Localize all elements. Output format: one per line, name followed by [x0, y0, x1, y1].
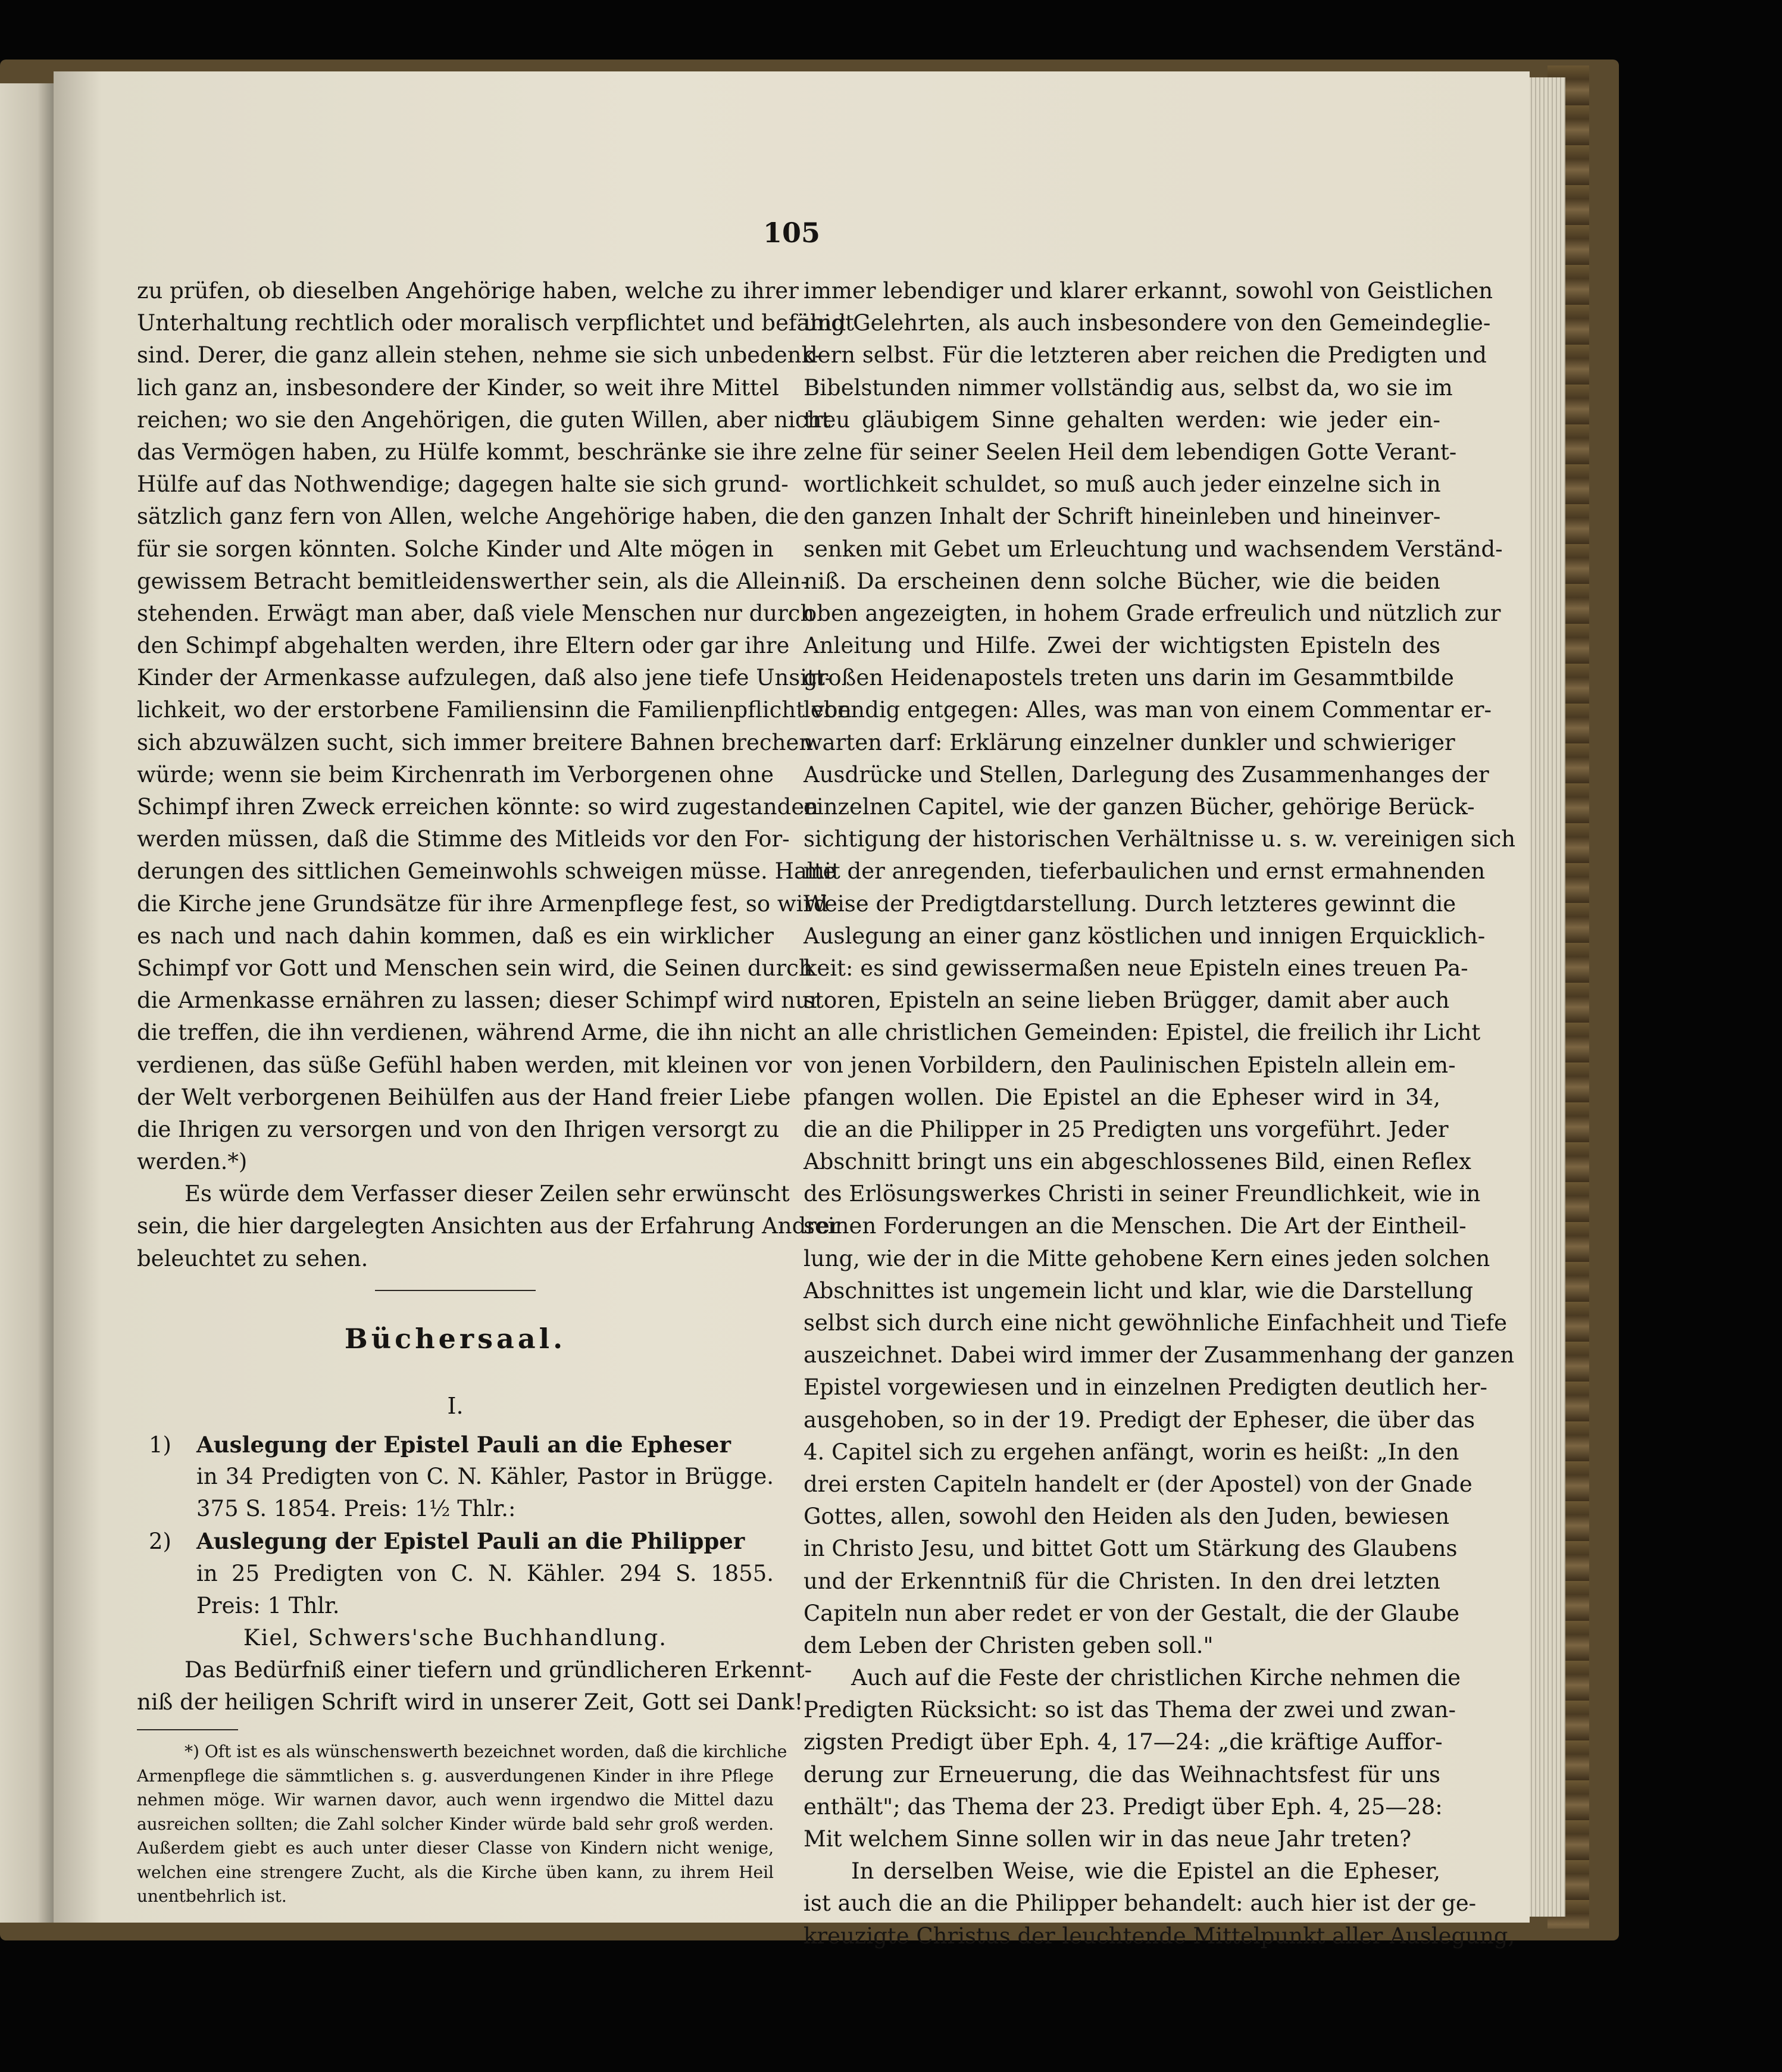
text-line: immer lebendiger und klarer erkannt, sowohl von Geistlichen [804, 278, 1493, 304]
text-line: Es würde dem Verfasser dieser Zeilen sehr erwünscht [185, 1181, 790, 1207]
section-divider [137, 1287, 774, 1294]
publisher: Kiel, Schwers'sche Buchhandlung. [243, 1624, 668, 1651]
text-line: Epistel vorgewiesen und in einzelnen Predigten deutlich her- [804, 1374, 1488, 1401]
text-line: Außerdem giebt es auch unter dieser Classe von Kindern nicht wenige, [137, 1838, 774, 1858]
text-line: treu gläubigem Sinne gehalten werden: wie jeder ein- [804, 407, 1440, 433]
left-paragraph-2 [137, 1178, 840, 1275]
text-line: sätzlich ganz fern von Allen, welche Angehörige haben, die [137, 504, 799, 530]
text-line: beleuchtet zu sehen. [137, 1245, 368, 1271]
text-line: Unterhaltung rechtlich oder moralisch verpflichtet und befähigt [137, 310, 854, 336]
book-title-line [149, 1525, 774, 1557]
right-paragraph-2 [804, 1662, 1461, 1855]
text-line: Kinder der Armenkasse aufzulegen, daß also jene tiefe Unsitt- [137, 665, 833, 691]
text-line: an alle christlichen Gemeinden: Epistel, die freilich ihr Licht [804, 1020, 1481, 1046]
text-line: derung zur Erneuerung, die das Weihnachtsfest für uns [804, 1761, 1440, 1787]
footnote [137, 1740, 787, 1909]
text-line: Abschnittes ist ungemein licht und klar, wie die Darstellung [804, 1277, 1474, 1304]
text-line: die Ihrigen zu versorgen und von den Ihrigen versorgt zu [137, 1116, 780, 1142]
text-line: die Kirche jene Grundsätze für ihre Armenpflege fest, so wird [137, 890, 828, 917]
text-line: Mit welchem Sinne sollen wir in das neue Jahr treten? [804, 1826, 1412, 1852]
text-line: die Armenkasse ernähren zu lassen; dieser Schimpf wird nur [137, 987, 820, 1014]
text-line: die treffen, die ihn verdienen, während Arme, die ihn nicht [137, 1020, 796, 1046]
text-line: Das Bedürfniß einer tiefern und gründlicheren Erkennt- [185, 1657, 812, 1683]
text-line: den Schimpf abgehalten werden, ihre Eltern oder gar ihre [137, 633, 790, 659]
text-line: lichkeit, wo der erstorbene Familiensinn die Familienpflicht von [137, 697, 852, 723]
text-line: einzelnen Capitel, wie der ganzen Bücher, gehörige Berück- [804, 794, 1475, 820]
text-line: unentbehrlich ist. [137, 1886, 287, 1907]
text-line: zu prüfen, ob dieselben Angehörige haben, welche zu ihrer [137, 278, 799, 304]
text-line: Abschnitt bringt uns ein abgeschlossenes Bild, einen Reflex [804, 1149, 1471, 1175]
text-line: werden.*) [137, 1149, 248, 1175]
text-line: lich ganz an, insbesondere der Kinder, so weit ihre Mittel [137, 374, 779, 401]
text-line: kreuzigte Christus der leuchtende Mittelpunkt aller Auslegung, [804, 1923, 1515, 1949]
book-entry [149, 1429, 774, 1526]
text-line: sein, die hier dargelegten Ansichten aus der Erfahrung Andrer [137, 1213, 840, 1239]
text-line: großen Heidenapostels treten uns darin im Gesammtbilde [804, 665, 1454, 691]
text-line: stehenden. Erwägt man aber, daß viele Menschen nur durch [137, 600, 815, 626]
text-line: seinen Forderungen an die Menschen. Die Art der Eintheil- [804, 1213, 1467, 1239]
text-line: Schimpf ihren Zweck erreichen könnte: so wird zugestanden [137, 794, 819, 820]
text-line: welchen eine strengere Zucht, als die Kirche üben kann, zu ihrem Heil [137, 1862, 774, 1882]
right-paragraph-3 [804, 1855, 1515, 1952]
text-line: und Gelehrten, als auch insbesondere von den Gemeindeglie- [804, 310, 1491, 336]
book-detail-line: in 25 Predigten von C. N. Kähler. 294 S. 1855. [196, 1560, 774, 1586]
text-line: ausreichen sollten; die Zahl solcher Kinder würde bald sehr groß werden. [137, 1814, 774, 1834]
text-line: warten darf: Erklärung einzelner dunkler und schwieriger [804, 729, 1455, 755]
page-number: 105 [762, 217, 821, 249]
text-line: für sie sorgen könnten. Solche Kinder und Alte mögen in [137, 536, 774, 562]
text-line: Ausdrücke und Stellen, Darlegung des Zusammenhanges der [804, 761, 1489, 787]
text-line: in Christo Jesu, und bittet Gott um Stärkung des Glaubens [804, 1536, 1458, 1562]
text-line: Weise der Predigtdarstellung. Durch letzteres gewinnt die [804, 890, 1456, 917]
text-line: von jenen Vorbildern, den Paulinischen Episteln allein em- [804, 1052, 1456, 1078]
text-line: ausgehoben, so in der 19. Predigt der Epheser, die über das [804, 1407, 1475, 1433]
text-line: und der Erkenntniß für die Christen. In den drei letzten [804, 1568, 1440, 1594]
book-title: Auslegung der Epistel Pauli an die Philipper [196, 1528, 745, 1555]
text-line: wortlichkeit schuldet, so muß auch jeder einzelne sich in [804, 471, 1441, 498]
text-line: enthält"; das Thema der 23. Predigt über Eph. 4, 25—28: [804, 1793, 1443, 1820]
text-line: es nach und nach dahin kommen, daß es ein wirklicher [137, 923, 774, 949]
book-number: 1) [149, 1432, 171, 1458]
text-line: pfangen wollen. Die Epistel an die Epheser wird in 34, [804, 1084, 1440, 1110]
text-line: Auch auf die Feste der christlichen Kirche nehmen die [851, 1665, 1461, 1691]
text-line: drei ersten Capiteln handelt er (der Apostel) von der Gnade [804, 1471, 1473, 1497]
text-line: der Welt verborgenen Beihülfen aus der Hand freier Liebe [137, 1084, 791, 1110]
text-line: würde; wenn sie beim Kirchenrath im Verborgenen ohne [137, 761, 774, 787]
text-line: oben angezeigten, in hohem Grade erfreulich und nützlich zur [804, 600, 1501, 626]
text-line: sind. Derer, die ganz allein stehen, nehme sie sich unbedenk- [137, 342, 822, 368]
text-line: werden müssen, daß die Stimme des Mitleids vor den For- [137, 826, 790, 852]
text-line: zelne für seiner Seelen Heil dem lebendigen Gotte Verant- [804, 439, 1457, 465]
text-line: keit: es sind gewissermaßen neue Episteln eines treuen Pa- [804, 955, 1468, 981]
text-line: das Vermögen haben, zu Hülfe kommt, beschränke sie ihre [137, 439, 797, 465]
book-page [54, 71, 1530, 1949]
text-line: sichtigung der historischen Verhältnisse u. s. w. vereinigen sich [804, 826, 1516, 852]
text-line: selbst sich durch eine nicht gewöhnliche Einfachheit und Tiefe [804, 1310, 1508, 1336]
left-paragraph-1 [137, 275, 854, 1178]
text-line: des Erlösungswerkes Christi in seiner Freundlichkeit, wie in [804, 1181, 1481, 1207]
book-detail-line: 375 S. 1854. Preis: 1½ Thlr.: [196, 1496, 516, 1522]
text-line: Gottes, allen, sowohl den Heiden als den Juden, bewiesen [804, 1504, 1450, 1530]
text-line: Schimpf vor Gott und Menschen sein wird, die Seinen durch [137, 955, 813, 981]
text-line: auszeichnet. Dabei wird immer der Zusammenhang der ganzen [804, 1342, 1515, 1368]
text-line: den ganzen Inhalt der Schrift hineinleben und hineinver- [804, 504, 1441, 530]
book-title: Auslegung der Epistel Pauli an die Epheser [196, 1431, 731, 1458]
text-line: senken mit Gebet um Erleuchtung und wachsendem Verständ- [804, 536, 1503, 562]
text-line: dem Leben der Christen geben soll." [804, 1632, 1214, 1658]
text-line: Armenpflege die sämmtlichen s. g. ausverdungenen Kinder in ihre Pflege [137, 1765, 774, 1786]
facing-page [0, 83, 54, 1923]
book-detail-line: in 34 Predigten von C. N. Kähler, Pastor in Brügge. [196, 1464, 774, 1489]
book-title-line [149, 1429, 774, 1461]
text-line: Bibelstunden nimmer vollständig aus, selbst da, wo sie im [804, 374, 1453, 401]
text-line: nehmen möge. Wir warnen davor, auch wenn irgendwo die Mittel dazu [137, 1790, 774, 1810]
text-line: *) Oft ist es als wünschenswerth bezeichnet worden, daß die kirchliche [185, 1742, 787, 1762]
text-line: niß der heiligen Schrift wird in unserer Zeit, Gott sei Dank! [137, 1689, 804, 1715]
text-line: ist auch die an die Philipper behandelt: auch hier ist der ge- [804, 1890, 1477, 1917]
text-line: 4. Capitel sich zu ergehen anfängt, worin es heißt: „In den [804, 1439, 1459, 1465]
text-line: Auslegung an einer ganz köstlichen und innigen Erquicklich- [804, 923, 1486, 949]
text-line: storen, Episteln an seine lieben Brügger, damit aber auch [804, 987, 1450, 1014]
book-number: 2) [149, 1529, 171, 1555]
text-line: Capiteln nun aber redet er von der Gestalt, die der Glaube [804, 1600, 1460, 1626]
text-line: zigsten Predigt über Eph. 4, 17—24: „die kräftige Auffor- [804, 1729, 1443, 1755]
text-line: In derselben Weise, wie die Epistel an die Epheser, [851, 1858, 1440, 1885]
text-line: Predigten Rücksicht: so ist das Thema der zwei und zwan- [804, 1697, 1456, 1723]
text-line: Anleitung und Hilfe. Zwei der wichtigsten Episteln des [804, 633, 1440, 659]
text-line: niß. Da erscheinen denn solche Bücher, wie die beiden [804, 568, 1440, 594]
section-heading: Büchersaal. [344, 1322, 567, 1355]
text-line: mit der anregenden, tieferbaulichen und ernst ermahnenden [804, 858, 1486, 885]
text-line: derungen des sittlichen Gemeinwohls schweigen müsse. Halte [137, 858, 836, 885]
left-paragraph-3 [137, 1654, 812, 1718]
text-line: lung, wie der in die Mitte gehobene Kern eines jeden solchen [804, 1245, 1490, 1271]
right-column [804, 275, 1516, 1952]
text-line: reichen; wo sie den Angehörigen, die guten Willen, aber nicht [137, 407, 831, 433]
page-edges [1524, 77, 1565, 1917]
book-entry [149, 1525, 774, 1622]
footnote-divider [137, 1718, 774, 1740]
text-line: dern selbst. Für die letzteren aber reichen die Predigten und [804, 342, 1487, 368]
text-line: Hülfe auf das Nothwendige; dagegen halte sie sich grund- [137, 471, 789, 498]
text-line: die an die Philipper in 25 Predigten uns vorgeführt. Jeder [804, 1116, 1449, 1142]
book-detail-line: Preis: 1 Thlr. [196, 1592, 340, 1618]
right-paragraph-1 [804, 275, 1516, 1662]
section-number: I. [447, 1392, 464, 1419]
book-list [137, 1429, 774, 1622]
text-line: gewissem Betracht bemitleidenswerther sein, als die Allein- [137, 568, 808, 594]
text-line: sich abzuwälzen sucht, sich immer breitere Bahnen brechen [137, 729, 814, 755]
text-line: lebendig entgegen: Alles, was man von einem Commentar er- [804, 697, 1492, 723]
left-column [137, 275, 854, 1909]
text-line: verdienen, das süße Gefühl haben werden, mit kleinen vor [137, 1052, 792, 1078]
